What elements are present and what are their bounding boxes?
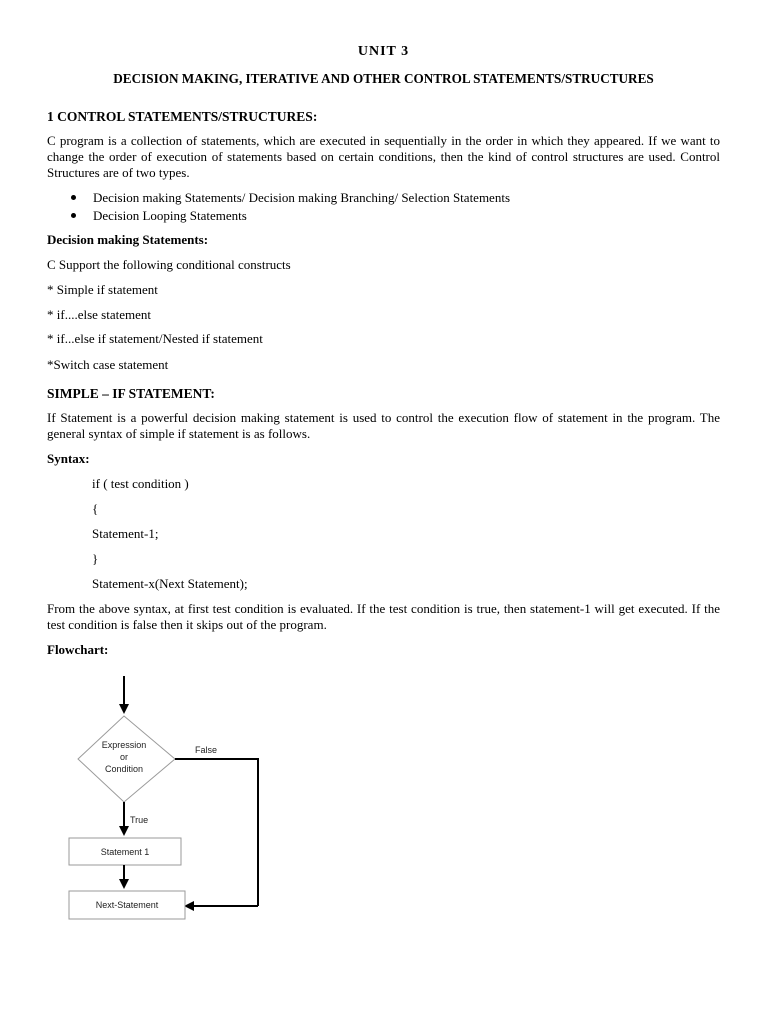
- flowchart-diagram: [47, 666, 273, 934]
- control-types-list: [47, 189, 510, 224]
- code-line: Statement-1;: [92, 526, 159, 541]
- simple-if-paragraph: If Statement is a powerful decision making statement is used to control the execution flow of statement in the program. The general syntax of simple if statement is as follows.: [47, 410, 720, 441]
- construct-item: * if....else statement: [47, 307, 151, 322]
- explanation-paragraph: From the above syntax, at first test condition is evaluated. If the test condition is true, then statement-1 will get executed. If the test condition is false then it skips out of the program.: [47, 601, 720, 632]
- next-statement-text: Next-Statement: [95, 900, 159, 910]
- decision-making-heading: Decision making Statements:: [47, 232, 209, 247]
- true-label: True: [130, 815, 149, 825]
- code-line: {: [92, 501, 99, 516]
- list-item: Decision making Statements/ Decision making Branching/ Selection Statements: [47, 189, 510, 207]
- section-heading-control-statements: 1 CONTROL STATEMENTS/STRUCTURES:: [47, 109, 318, 124]
- list-item: Decision Looping Statements: [47, 207, 510, 225]
- code-line: Statement-x(Next Statement);: [92, 576, 248, 591]
- main-title: DECISION MAKING, ITERATIVE AND OTHER CONTROL STATEMENTS/STRUCTURES: [113, 71, 654, 86]
- flowchart-label: Flowchart:: [47, 642, 109, 657]
- code-line: }: [92, 551, 99, 566]
- construct-item: *Switch case statement: [47, 357, 169, 372]
- false-label: False: [195, 745, 218, 755]
- decision-text-line3: Condition: [104, 764, 144, 774]
- simple-if-heading: SIMPLE – IF STATEMENT:: [47, 386, 215, 401]
- statement-1-text: Statement 1: [100, 847, 150, 857]
- control-statements-paragraph: C program is a collection of statements, which are executed in sequentially in the order in which they appeared. If we want to change the order of execution of statements based on certain conditions, then the kind of control structures are used. Control Structures are of two types.: [47, 133, 720, 180]
- decision-text-line2: or: [119, 752, 129, 762]
- code-line: if ( test condition ): [92, 476, 189, 491]
- construct-item: * Simple if statement: [47, 282, 158, 297]
- decision-text-line1: Expression: [101, 740, 147, 750]
- decision-intro: C Support the following conditional constructs: [47, 257, 291, 272]
- syntax-label: Syntax:: [47, 451, 90, 466]
- construct-item: * if...else if statement/Nested if statement: [47, 331, 263, 346]
- false-path: [175, 759, 258, 906]
- unit-title: UNIT 3: [357, 44, 410, 59]
